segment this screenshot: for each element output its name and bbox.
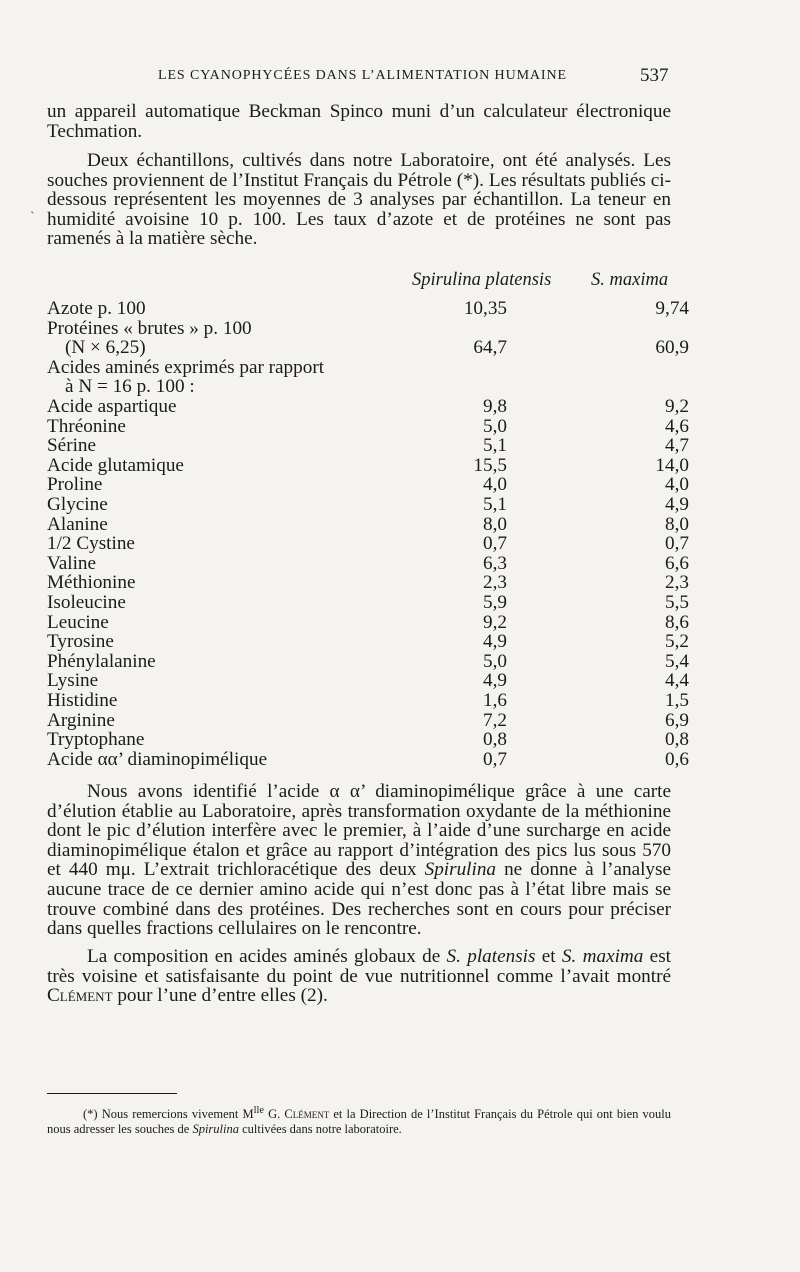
table-row <box>47 436 687 456</box>
table-row <box>47 730 687 750</box>
table-row <box>47 593 687 613</box>
table-row <box>47 299 687 319</box>
paragraph-4-text-b: et <box>535 946 562 967</box>
footnote <box>47 1104 671 1136</box>
paragraph-3-text-a: Nous avons identifié l’acide α α’ diaminopimélique grâce à une carte d’élution établie au Laboratoire, après transformation oxydante de la méthionine dont le pic d’élution interfère avec le premier, à l’aide d’une surcharge en acide diaminopimélique étalon et grâce au rapport d’intégration des pics lus sous 570 et 440 mμ. L’extrait trichloracétique des deux <box>47 781 671 881</box>
table-row-label: Tryptophane <box>47 729 145 751</box>
table-row <box>47 417 687 437</box>
table-row <box>47 377 687 397</box>
table-cell-platensis: 0,7 <box>483 748 507 770</box>
table-row-label: 1/2 Cystine <box>47 533 135 555</box>
table-cell-maxima: 4,7 <box>665 435 689 457</box>
paragraph-4-text-d: pour l’une d’entre elles (2). <box>112 985 328 1007</box>
footnote-text-a: (*) Nous remercions vivement M <box>83 1107 254 1122</box>
table-row <box>47 475 687 495</box>
paragraph-3-italic: Spirulina <box>424 859 497 881</box>
table-cell-maxima: 0,8 <box>665 729 689 751</box>
paragraph-4-text-c: est très voisine et satisfaisante du point de vue nutritionnel comme l’avait montré <box>47 946 671 987</box>
paragraph-4-italic-platensis: S. platensis <box>446 946 536 967</box>
table-cell-maxima: 2,3 <box>665 572 689 594</box>
table-row-label: Protéines « brutes » p. 100 <box>47 317 252 339</box>
table-cell-platensis: 0,7 <box>483 533 507 555</box>
table-row-label: Acide aspartique <box>47 396 177 417</box>
table-cell-maxima: 6,9 <box>665 709 689 731</box>
table-row <box>47 750 687 770</box>
table-cell-maxima: 4,0 <box>665 474 689 496</box>
paragraph-1: un appareil automatique Beckman Spinco muni d’un calculateur électronique Techmation. <box>47 101 671 142</box>
footnote-author: Clément <box>284 1107 330 1122</box>
page-number: 537 <box>640 65 669 86</box>
table-cell-platensis: 9,2 <box>483 611 507 633</box>
table-row <box>47 515 687 535</box>
table-cell-maxima: 5,4 <box>665 650 689 672</box>
table-cell-platensis: 64,7 <box>473 337 507 359</box>
table-cell-maxima: 4,6 <box>665 415 689 437</box>
footnote-rule <box>47 1093 177 1094</box>
table-row-label: Acide glutamique <box>47 454 184 476</box>
table-row-label: (N × 6,25) <box>65 337 146 359</box>
paragraph-4-italic-maxima: S. maxima <box>561 946 644 967</box>
table-cell-maxima: 0,7 <box>665 533 689 555</box>
table-cell-platensis: 8,0 <box>483 513 507 535</box>
table-row <box>47 691 687 711</box>
table-cell-platensis: 1,6 <box>483 690 507 711</box>
table-row <box>47 358 687 378</box>
table-cell-platensis: 9,8 <box>483 396 507 417</box>
table-cell-platensis: 6,3 <box>483 552 507 574</box>
table-cell-platensis: 5,1 <box>483 435 507 457</box>
table-row <box>47 534 687 554</box>
table-row <box>47 573 687 593</box>
paragraph-3 <box>47 782 671 939</box>
footnote-text-d: cultivées dans notre laboratoire. <box>239 1121 402 1136</box>
table-cell-platensis: 15,5 <box>473 454 507 476</box>
table-row-label: Acides aminés exprimés par rapport <box>47 356 325 378</box>
table-row-label: Thréonine <box>47 415 126 437</box>
table-cell-platensis: 4,0 <box>483 474 507 496</box>
footnote-text-c: et la Direction de l’Institut Français du Pétrole qui ont bien voulu nous adresser les souches de <box>47 1107 671 1136</box>
table-cell-platensis: 4,9 <box>483 670 507 692</box>
table-row-label: Proline <box>47 474 103 496</box>
table-row-label: Tyrosine <box>47 631 114 653</box>
table-cell-platensis: 4,9 <box>483 631 507 653</box>
table-cell-platensis: 10,35 <box>463 298 507 319</box>
table-row <box>47 632 687 652</box>
table-row <box>47 319 687 339</box>
table-cell-platensis: 2,3 <box>483 572 507 594</box>
table-row <box>47 338 687 358</box>
table-row <box>47 652 687 672</box>
table-cell-maxima: 0,6 <box>665 748 689 770</box>
paragraph-3-text-b: ne donne à l’analyse aucune trace de ce dernier amino acide qui n’est donc pas à l’état libre mais se trouve combiné dans des protéines. Des recherches sont en cours pour préciser dans quelles fractions cellulaires on le rencontre. <box>47 859 671 940</box>
table-row-label: Isoleucine <box>47 592 126 613</box>
table-cell-maxima: 60,9 <box>655 337 689 359</box>
table-cell-maxima: 9,74 <box>655 298 689 319</box>
table-row <box>47 456 687 476</box>
table-cell-maxima: 8,6 <box>665 611 689 633</box>
table-cell-platensis: 5,0 <box>483 415 507 437</box>
paragraph-4-author: Clément <box>47 985 113 1007</box>
table-row <box>47 711 687 731</box>
table-cell-maxima: 5,5 <box>665 592 689 613</box>
table-column-header-platensis: Spirulina platensis <box>412 270 552 290</box>
table-column-header-maxima: S. maxima <box>591 270 669 290</box>
table-row-label: Méthionine <box>47 572 136 594</box>
table-cell-platensis: 5,9 <box>483 592 507 613</box>
table-cell-maxima: 6,6 <box>665 552 689 574</box>
table-row <box>47 671 687 691</box>
table-cell-maxima: 9,2 <box>665 396 689 417</box>
table-row-label: Leucine <box>47 611 109 633</box>
table-row-label: Lysine <box>47 670 99 692</box>
footnote-text-b: G. <box>264 1107 285 1122</box>
table-cell-maxima: 14,0 <box>655 454 689 476</box>
table-cell-maxima: 1,5 <box>665 690 689 711</box>
running-title: LES CYANOPHYCÉES DANS L’ALIMENTATION HUMAINE <box>158 68 567 83</box>
footnote-superscript: lle <box>253 1105 265 1116</box>
table-row <box>47 397 687 417</box>
table-row-label: Arginine <box>47 709 115 731</box>
table-row-label: Histidine <box>47 690 118 711</box>
table-row-label: Alanine <box>47 513 108 535</box>
paragraph-2: Deux échantillons, cultivés dans notre Laboratoire, ont été analysés. Les souches proviennent de l’Institut Français du Pétrole (*). Les résultats publiés ci-dessous représentent les moyennes de 3 analyses par échantillon. La teneur en humidité avoisine 10 p. 100. Les taux d’azote et de protéines ne sont pas ramenés à la matière sèche. <box>47 150 671 250</box>
table-cell-platensis: 7,2 <box>483 709 507 731</box>
table-cell-maxima: 8,0 <box>665 513 689 535</box>
table-row-label: à N = 16 p. 100 : <box>65 376 195 398</box>
table-row-label: Sérine <box>47 435 97 457</box>
table-cell-platensis: 5,1 <box>483 494 507 515</box>
paragraph-4-text-a: La composition en acides aminés globaux de <box>87 946 447 967</box>
footnote-italic: Spirulina <box>192 1121 239 1136</box>
table-cell-maxima: 4,4 <box>665 670 689 692</box>
table-row-label: Acide αα’ diaminopimélique <box>47 748 268 770</box>
table-row <box>47 495 687 515</box>
table-row-label: Glycine <box>47 494 108 515</box>
table-row <box>47 554 687 574</box>
table-cell-maxima: 5,2 <box>665 631 689 653</box>
table-cell-maxima: 4,9 <box>665 494 689 515</box>
stray-mark: ` <box>30 210 35 225</box>
table-row-label: Azote p. 100 <box>47 298 146 319</box>
table-row-label: Phénylalanine <box>47 650 156 672</box>
table-row <box>47 613 687 633</box>
table-cell-platensis: 0,8 <box>483 729 507 751</box>
table-row-label: Valine <box>47 552 97 574</box>
table-cell-platensis: 5,0 <box>483 650 507 672</box>
paragraph-4 <box>47 947 671 1006</box>
